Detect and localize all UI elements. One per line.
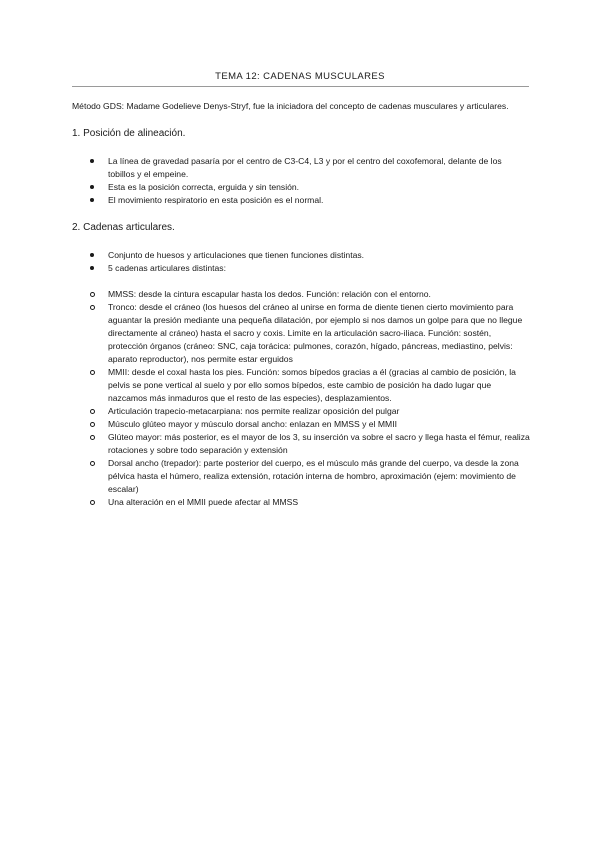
section-heading-cadenas: 2. Cadenas articulares. [72, 222, 175, 233]
sublist-item [108, 431, 530, 457]
list-item-text: Esta es la posición correcta, erguida y sin tensión. [108, 182, 300, 192]
circle-bullet-icon [90, 370, 95, 375]
list-item-text: El movimiento respiratorio en esta posición es el normal. [108, 195, 324, 205]
sublist-item-text: MMSS: desde la cintura escapular hasta los dedos. Función: relación con el entorno. [108, 289, 431, 299]
list-item [108, 249, 530, 262]
circle-bullet-icon [90, 409, 95, 414]
section-heading-alineacion: 1. Posición de alineación. [72, 128, 186, 139]
circle-bullet-icon [90, 422, 95, 427]
sublist-item [108, 288, 530, 301]
list-item-text: Conjunto de huesos y articulaciones que tienen funciones distintas. [108, 250, 365, 260]
list-item [108, 155, 530, 181]
bullet-icon [90, 159, 94, 163]
sublist-item [108, 366, 530, 405]
page-title: TEMA 12: CADENAS MUSCULARES [215, 71, 385, 82]
sublist-item [108, 418, 530, 431]
sublist-item-text: Dorsal ancho (trepador): parte posterior del cuerpo, es el músculo más grande del cuerpo, va desde la zona pélvica hasta el húmero, realiza extensión, rotación interna de hombro, aproximación (ejem: movimiento de escalar) [108, 458, 519, 494]
list-item [108, 181, 530, 194]
sublist-item-text: Tronco: desde el cráneo (los huesos del cráneo al unirse en forma de diente tienen cierto movimiento para aguantar la presión mediante una pequeña dilatación, por ejemplo si nos damos un golpe para que no llegue directamente al cráneo) hasta el sacro y coxis. Limite en la articulación sacro-iliaca. Función: sostén, protección órganos (cráneo: SNC, caja torácica: pulmones, corazón, hígado, páncreas, mediastino, pelvis: aparato reproductor), nos permite estar erguidos [108, 302, 523, 364]
bullet-icon [90, 253, 94, 257]
cadenas-sublist [72, 288, 530, 509]
circle-bullet-icon [90, 461, 95, 466]
cadenas-list [72, 249, 530, 275]
bullet-icon [90, 185, 94, 189]
document-body [72, 100, 530, 509]
circle-bullet-icon [90, 435, 95, 440]
circle-bullet-icon [90, 500, 95, 505]
circle-bullet-icon [90, 292, 95, 297]
sublist-item-text: MMII: desde el coxal hasta los pies. Función: somos bípedos gracias a él (gracias al cambio de posición, la pelvis se pone vertical al suelo y por ello somos bípedos, este cambio de posición ha dado lugar que nazcamos más inmaduros que el resto de las especies), desplazamientos. [108, 367, 516, 403]
sublist-item-text: Músculo glúteo mayor y músculo dorsal ancho: enlazan en MMSS y el MMII [108, 419, 397, 429]
intro-paragraph: Método GDS: Madame Godelieve Denys-Stryf, fue la iniciadora del concepto de cadenas musculares y articulares. [72, 101, 509, 111]
header-divider [72, 86, 529, 87]
sublist-item [108, 405, 530, 418]
circle-bullet-icon [90, 305, 95, 310]
bullet-icon [90, 198, 94, 202]
alineacion-list [72, 155, 530, 207]
sublist-item [108, 496, 530, 509]
list-item-text: La línea de gravedad pasaría por el centro de C3-C4, L3 y por el centro del coxofemoral, delante de los tobillos y el empeine. [108, 156, 502, 179]
sublist-item-text: Articulación trapecio-metacarpiana: nos permite realizar oposición del pulgar [108, 406, 400, 416]
list-item-text: 5 cadenas articulares distintas: [108, 263, 226, 273]
sublist-item-text: Glúteo mayor: más posterior, es el mayor de los 3, su inserción va sobre el sacro y llega hasta el fémur, realiza rotaciones y sobre todo separación y extensión [108, 432, 530, 455]
list-item [108, 194, 530, 207]
sublist-item-text: Una alteración en el MMII puede afectar al MMSS [108, 497, 299, 507]
bullet-icon [90, 266, 94, 270]
sublist-item [108, 301, 530, 366]
list-item [108, 262, 530, 275]
sublist-item [108, 457, 530, 496]
